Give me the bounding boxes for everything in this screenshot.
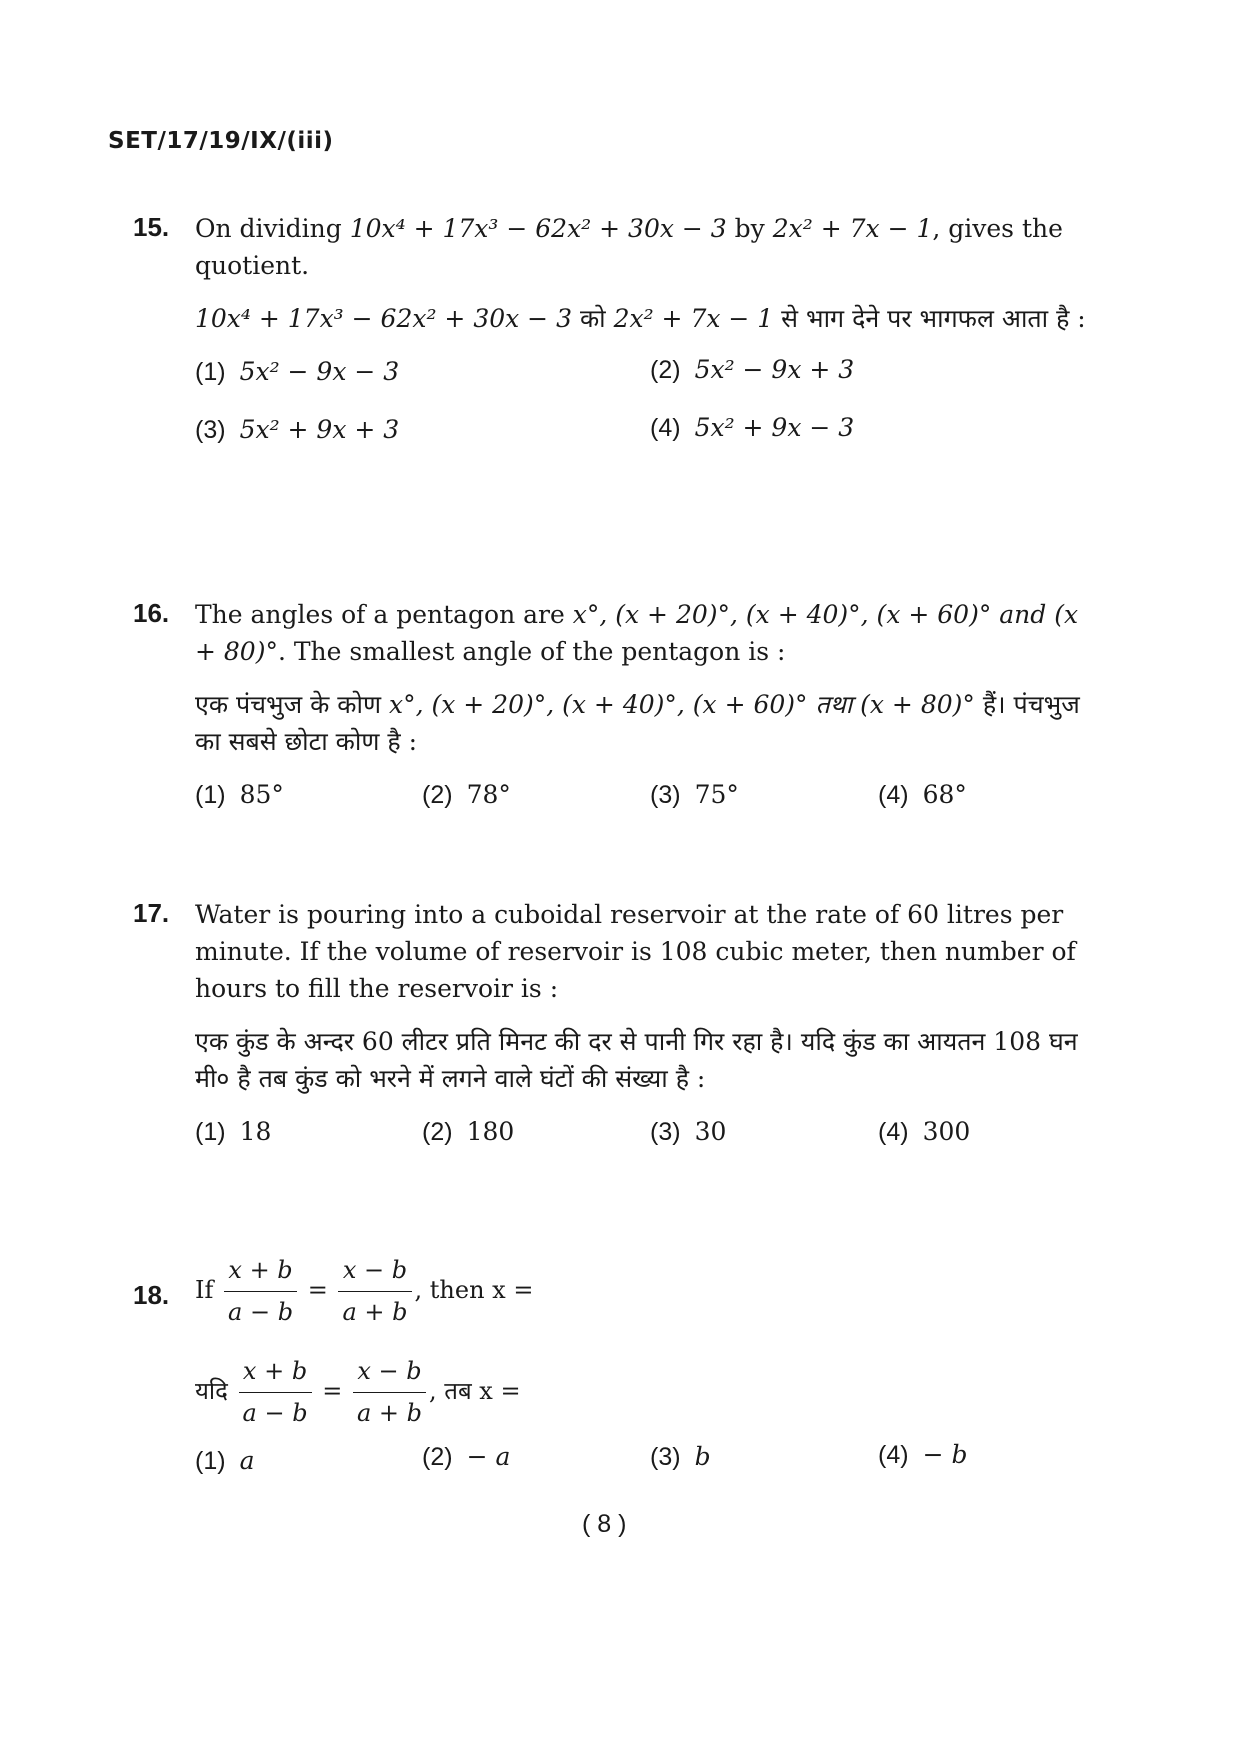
fraction-right: $\frac{x - b}{a + b}$ bbox=[338, 1252, 411, 1331]
option-4[interactable]: (4) 300 bbox=[878, 1117, 971, 1146]
question-text-english: If $\frac{x + b}{a - b}$ = $\frac{x - b}{a + b}$ , then x = bbox=[195, 1252, 1090, 1331]
question-number: 16. bbox=[133, 598, 170, 628]
option-1[interactable]: (1) 18 bbox=[195, 1117, 272, 1146]
question-text-english: On dividing 10x⁴ + 17x³ − 62x² + 30x − 3 by 2x² + 7x − 1, gives the quotient. bbox=[195, 214, 1063, 280]
option-4[interactable]: (4) 5x² + 9x − 3 bbox=[650, 413, 855, 442]
dividend-expression: 10x⁴ + 17x³ − 62x² + 30x − 3 bbox=[349, 214, 727, 243]
option-4[interactable]: (4) 68° bbox=[878, 780, 967, 809]
question-text-english: The angles of a pentagon are x°, (x + 20)°, (x + 40)°, (x + 60)° and (x + 80)°. The smallest angle of the pentagon is : bbox=[195, 600, 1079, 666]
options bbox=[195, 1117, 1090, 1167]
option-3[interactable]: (3) 5x² + 9x + 3 bbox=[195, 415, 400, 444]
question-number: 18. bbox=[133, 1280, 170, 1310]
question-text-hindi: एक कुंड के अन्दर 60 लीटर प्रति मिनट की दर से पानी गिर रहा है। यदि कुंड का आयतन 108 घन मी० है तब कुंड को भरने में लगने वाले घंटों की संख्या है : bbox=[195, 1027, 1078, 1093]
option-2[interactable]: (2) 5x² − 9x + 3 bbox=[650, 355, 855, 384]
option-1[interactable]: (1) a bbox=[195, 1446, 255, 1475]
fraction-left: $\frac{x + b}{a - b}$ bbox=[224, 1252, 297, 1331]
page-number: ( 8 ) bbox=[582, 1510, 627, 1538]
options bbox=[195, 780, 1090, 830]
options bbox=[195, 1440, 1090, 1496]
question-text-english: Water is pouring into a cuboidal reservoir at the rate of 60 litres per minute. If the volume of reservoir is 108 cubic meter, then number of hours to fill the reservoir is : bbox=[195, 900, 1076, 1003]
divisor-expression: 2x² + 7x − 1 bbox=[772, 214, 933, 243]
question-text-hindi: एक पंचभुज के कोण x°, (x + 20)°, (x + 40)°, (x + 60)° तथा (x + 80)° हैं। पंचभुज का सबसे छोटा कोण है : bbox=[195, 690, 1080, 756]
question-number: 17. bbox=[133, 898, 170, 928]
question-text-hindi: 10x⁴ + 17x³ − 62x² + 30x − 3 को 2x² + 7x − 1 से भाग देने पर भागफल आता है : bbox=[195, 304, 1086, 333]
options bbox=[195, 357, 1090, 477]
option-1[interactable]: (1) 5x² − 9x − 3 bbox=[195, 357, 400, 386]
option-2[interactable]: (2) − a bbox=[422, 1442, 511, 1471]
option-2[interactable]: (2) 78° bbox=[422, 780, 511, 809]
angles-expression: x°, (x + 20)°, (x + 40)°, (x + 60)° and (x + 80)° bbox=[195, 600, 1079, 666]
set-code-header: SET/17/19/IX/(iii) bbox=[108, 128, 334, 154]
question-number: 15. bbox=[133, 212, 170, 242]
option-3[interactable]: (3) 30 bbox=[650, 1117, 727, 1146]
option-3[interactable]: (3) 75° bbox=[650, 780, 739, 809]
option-3[interactable]: (3) b bbox=[650, 1442, 711, 1471]
option-2[interactable]: (2) 180 bbox=[422, 1117, 515, 1146]
option-4[interactable]: (4) − b bbox=[878, 1440, 968, 1469]
question-text-hindi: यदि $\frac{x + b}{a - b}$ = $\frac{x - b}{a + b}$ , तब x = bbox=[195, 1353, 1090, 1432]
option-1[interactable]: (1) 85° bbox=[195, 780, 284, 809]
